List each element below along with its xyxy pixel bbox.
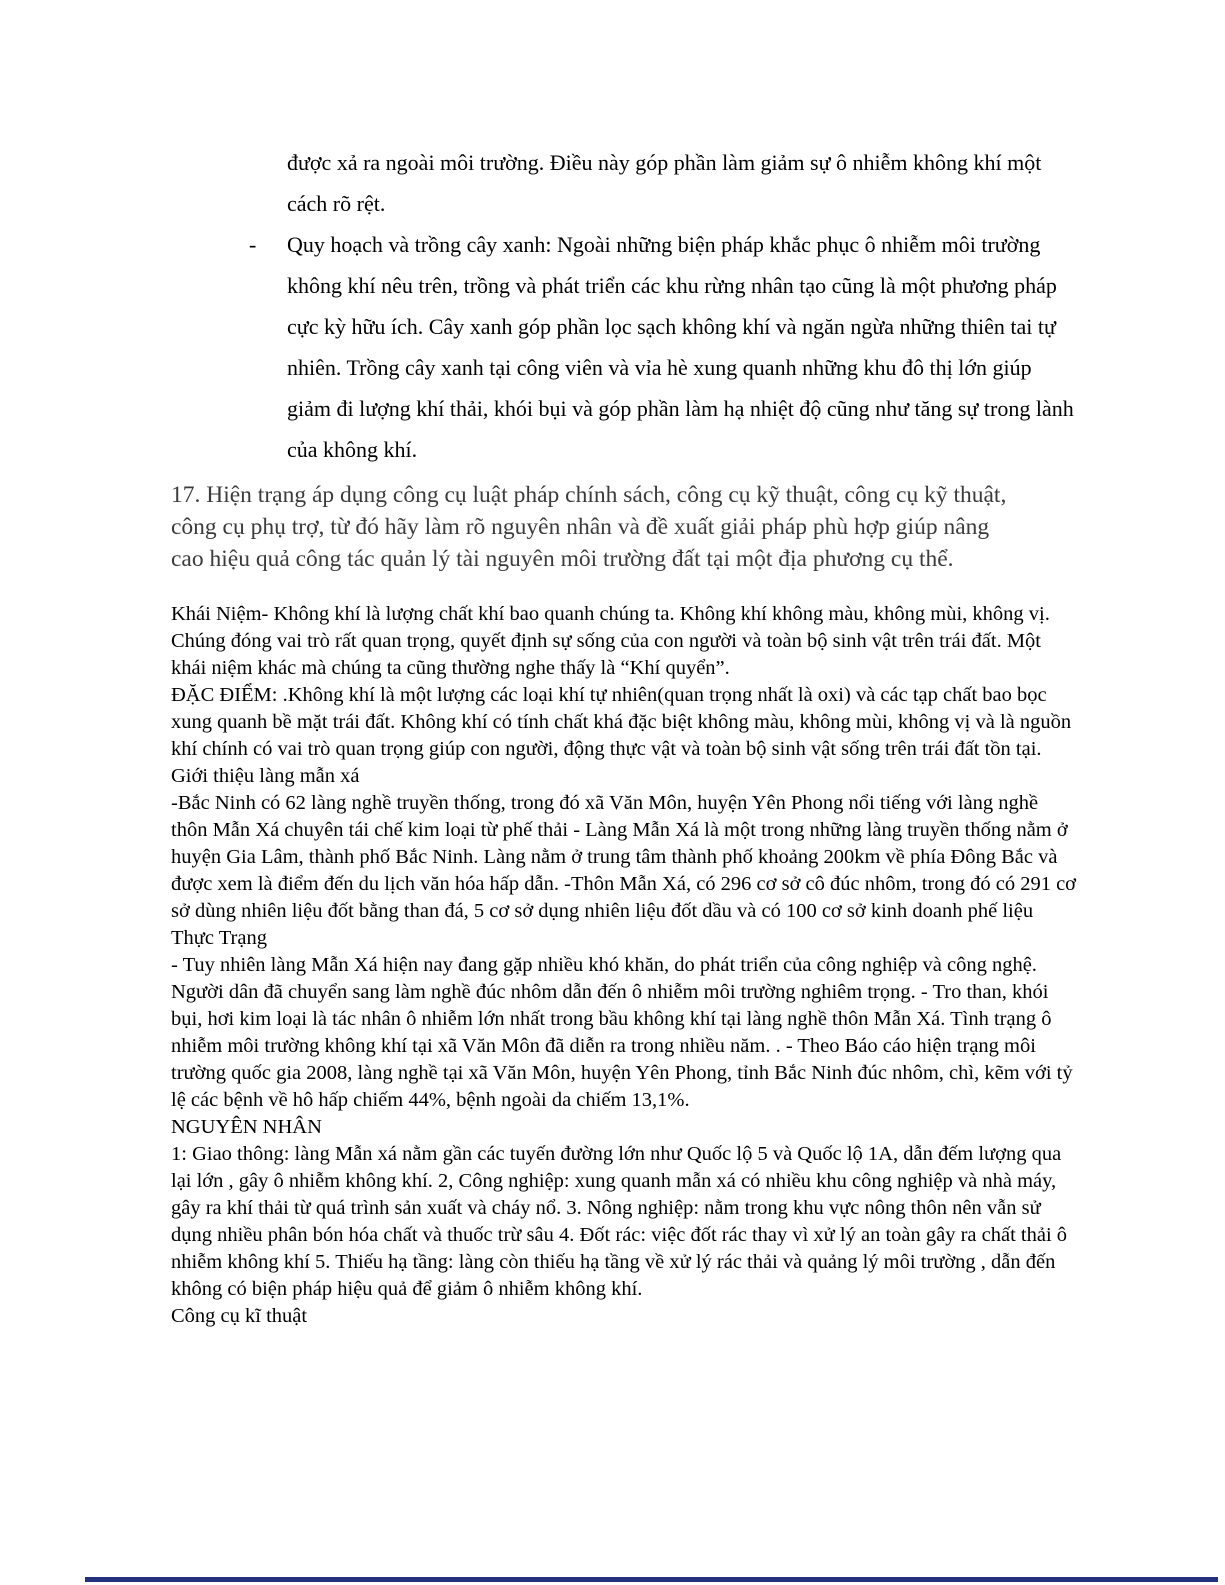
list-item-text: Quy hoạch và trồng cây xanh: Ngoài những biện pháp khắc phục ô nhiễm môi trường không khí nêu trên, trồng và phát triển các khu rừng nhân tạo cũng là một phương pháp cực kỳ hữu ích. Cây xanh góp phần lọc sạch không khí và ngăn ngừa những thiên tai tự nhiên. Trồng cây xanh tại công viên và vỉa hè xung quanh những khu đô thị lớn giúp giảm đi lượng khí thải, khói bụi và góp phần làm hạ nhiệt độ cũng như tăng sự trong lành của không khí.	[287, 232, 1074, 462]
paragraph-gioi-thieu: Giới thiệu làng mẫn xá	[171, 765, 360, 787]
paragraph-khai-niem: Khái Niệm- Không khí là lượng chất khí bao quanh chúng ta. Không khí không màu, không mùi, không vị. Chúng đóng vai trò rất quan trọng, quyết định sự sống của con người và toàn bộ sinh vật trên trái đất. Một khái niệm khác mà chúng ta cũng thường nghe thấy là “Khí quyển”.	[171, 603, 1050, 679]
question-heading: 17. Hiện trạng áp dụng công cụ luật pháp chính sách, công cụ kỹ thuật, công cụ kỹ thuật, công cụ phụ trợ, từ đó hãy làm rõ nguyên nhân và đề xuất giải pháp phù hợp giúp nâng cao hiệu quả công tác quản lý tài nguyên môi trường đất tại một địa phương cụ thể.	[171, 482, 1007, 572]
paragraph-cong-cu: Công cụ kĩ thuật	[171, 1305, 308, 1327]
paragraph-thuc-trang: Thực Trạng	[171, 927, 267, 949]
list-dash-marker: -	[249, 232, 257, 257]
table-top-border-bar	[85, 1577, 1218, 1582]
answer-body	[171, 601, 1077, 1330]
paragraph-dac-diem: ĐẶC ĐIỂM: .Không khí là một lượng các loại khí tự nhiên(quan trọng nhất là oxi) và các tạp chất bao bọc xung quanh bề mặt trái đất. Không khí có tính chất khá đặc biệt không màu, không mùi, không vị và là nguồn khí chính có vai trò quan trọng giúp con người, động thực vật và toàn bộ sinh vật sống trên trái đất tồn tại.	[171, 684, 1072, 760]
paragraph-nguyen-nhan: NGUYÊN NHÂN	[171, 1116, 322, 1138]
paragraph-giao-thong: 1: Giao thông: làng Mẫn xá nằm gần các tuyến đường lớn như Quốc lộ 5 và Quốc lộ 1A, dẫn đếm lượng qua lại lớn , gây ô nhiễm không khí. 2, Công nghiệp: xung quanh mẫn xá có nhiều khu công nghiệp và nhà máy, gây ra khí thải từ quá trình sản xuất và cháy nổ. 3. Nông nghiệp: nằm trong khu vực nông thôn nên vẫn sử dụng nhiều phân bón hóa chất và thuốc trừ sâu 4. Đốt rác: việc đốt rác thay vì xử lý an toàn gây ra chất thải ô nhiễm không khí 5. Thiếu hạ tầng: làng còn thiếu hạ tầng về xử lý rác thải và quảng lý môi trường , dẫn đến không có biện pháp hiệu quả để giảm ô nhiễm không khí.	[171, 1143, 1068, 1300]
list-item	[249, 224, 1079, 470]
paragraph-tuy-nhien: - Tuy nhiên làng Mẫn Xá hiện nay đang gặp nhiều khó khăn, do phát triển của công nghiệp và công nghệ. Người dân đã chuyển sang làm nghề đúc nhôm dẫn đến ô nhiễm môi trường nghiêm trọng. - Tro than, khói bụi, hơi kim loại là tác nhân ô nhiễm lớn nhất trong bầu không khí tại làng nghề thôn Mẫn Xá. Tình trạng ô nhiễm môi trường không khí tại xã Văn Môn đã diễn ra trong nhiều năm. . - Theo Báo cáo hiện trạng môi trường quốc gia 2008, làng nghề tại xã Văn Môn, huyện Yên Phong, tỉnh Bắc Ninh đúc nhôm, chì, kẽm với tỷ lệ các bệnh về hô hấp chiếm 44%, bệnh ngoài da chiếm 13,1%.	[171, 954, 1073, 1111]
bullet-list-section	[249, 142, 1079, 470]
paragraph-bac-ninh: -Bắc Ninh có 62 làng nghề truyền thống, trong đó xã Văn Môn, huyện Yên Phong nổi tiếng với làng nghề thôn Mẫn Xá chuyên tái chế kim loại từ phế thải - Làng Mẫn Xá là một trong những làng truyền thống nằm ở huyện Gia Lâm, thành phố Bắc Ninh. Làng nằm ở trung tâm thành phố khoảng 200km về phía Đông Bắc và được xem là điểm đến du lịch văn hóa hấp dẫn. -Thôn Mẫn Xá, có 296 cơ sở cô đúc nhôm, trong đó có 291 cơ sở dùng nhiên liệu đốt bằng than đá, 5 cơ sở dụng nhiên liệu đốt dầu và có 100 cơ sở kinh doanh phế liệu	[171, 792, 1077, 922]
list-continuation-text: được xả ra ngoài môi trường. Điều này góp phần làm giảm sự ô nhiễm không khí một cách rõ rệt.	[287, 150, 1042, 216]
